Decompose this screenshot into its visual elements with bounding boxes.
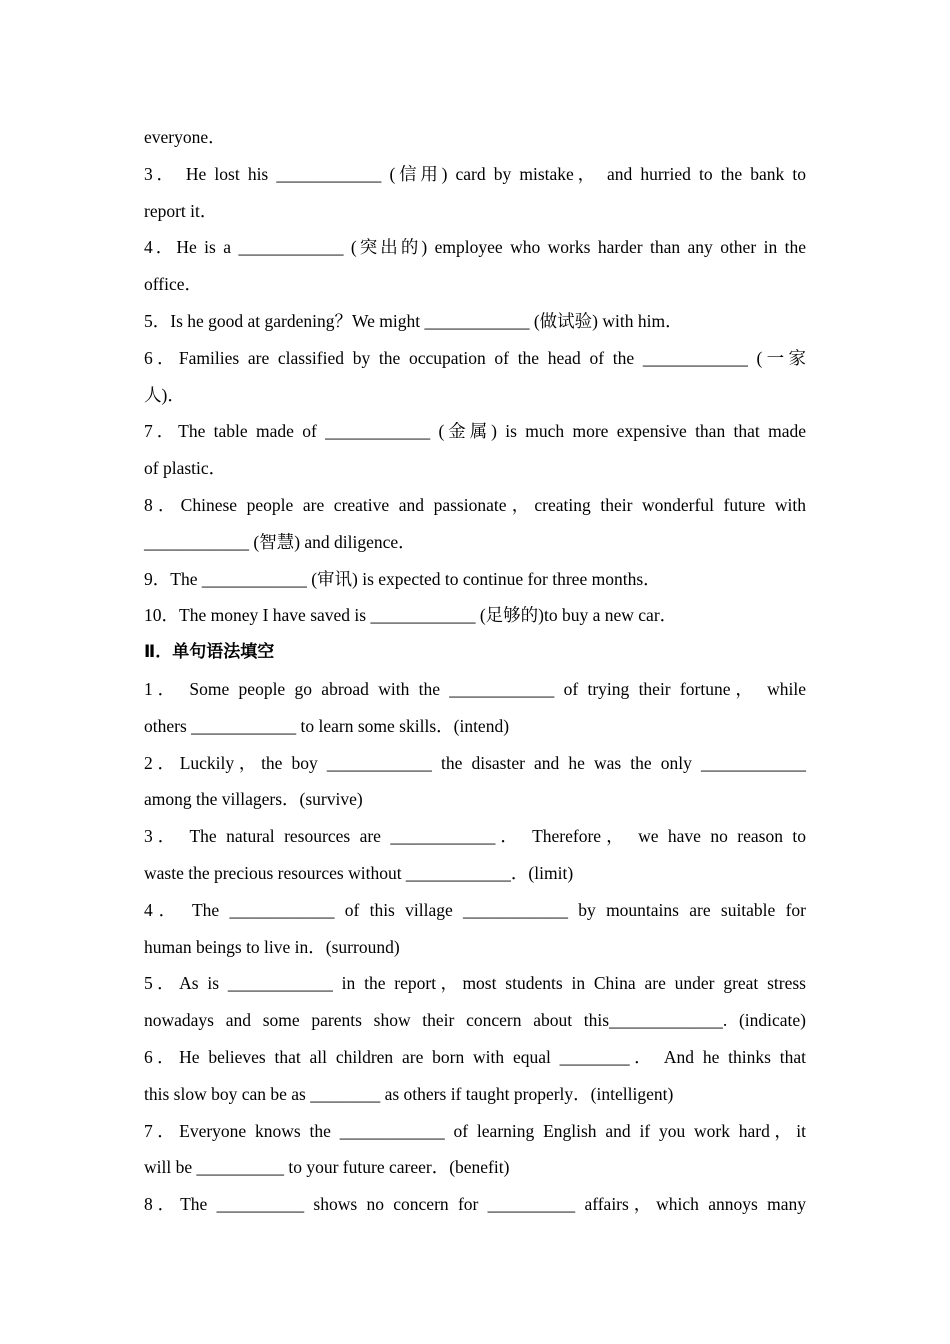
grammar-question-6: 6．He believes that all children are born with equal ________． And he thinks that — [144, 1046, 806, 1067]
grammar-question-2: 2．Luckily，the boy ____________ the disaster and he was the only ____________ — [144, 752, 806, 773]
text-line: human beings to live in．(surround) — [144, 936, 400, 957]
grammar-question-5: 5．As is ____________ in the report，most students in China are under great stress — [144, 973, 806, 994]
grammar-question-4: 4． The ____________ of this village ____________ by mountains are suitable for — [144, 899, 806, 920]
question-9: 9．The ____________ (审讯) is expected to continue for three months． — [144, 568, 661, 589]
text-line: everyone． — [144, 127, 226, 147]
question-4: 4．He is a ____________ (突出的) employee who works harder than any other in the — [144, 237, 806, 258]
text-line: ____________ (智慧) and diligence． — [144, 531, 416, 552]
question-10: 10．The money I have saved is ____________ (足够的)to buy a new car． — [144, 605, 678, 626]
text-line: nowadays and some parents show their concern about this_____________. (indicate) — [144, 1010, 806, 1031]
text-line: this slow boy can be as ________ as others if taught properly．(intelligent) — [144, 1083, 674, 1104]
section-heading: Ⅱ．单句语法填空 — [144, 642, 275, 663]
text-line: report it． — [144, 200, 218, 221]
question-7: 7．The table made of ____________ (金属) is much more expensive than that made — [144, 421, 806, 442]
text-line: among the villagers．(survive) — [144, 789, 363, 810]
text-line: of plastic． — [144, 458, 227, 479]
question-3: 3． He lost his ____________ (信用) card by mistake， and hurried to the bank to — [144, 163, 806, 184]
text-line: others ____________ to learn some skills．(intend) — [144, 715, 510, 736]
grammar-question-7: 7．Everyone knows the ____________ of learning English and if you work hard，it — [144, 1120, 806, 1141]
text-line: 人)． — [144, 384, 185, 405]
grammar-question-3: 3． The natural resources are ____________． Therefore， we have no reason to — [144, 826, 806, 847]
exercise-text — [144, 119, 806, 1223]
text-line: waste the precious resources without ____________．(limit) — [144, 862, 574, 883]
grammar-question-8: 8．The __________ shows no concern for __________ affairs，which annoys many — [144, 1194, 806, 1215]
text-line: will be __________ to your future career．(benefit) — [144, 1157, 510, 1178]
question-8: 8．Chinese people are creative and passionate，creating their wonderful future with — [144, 494, 806, 515]
question-5: 5．Is he good at gardening？We might ____________ (做试验) with him． — [144, 310, 683, 331]
text-line: office． — [144, 274, 202, 295]
question-6: 6．Families are classified by the occupation of the head of the ____________ (一家 — [144, 347, 806, 368]
grammar-question-1: 1． Some people go abroad with the ____________ of trying their fortune， while — [144, 678, 806, 699]
